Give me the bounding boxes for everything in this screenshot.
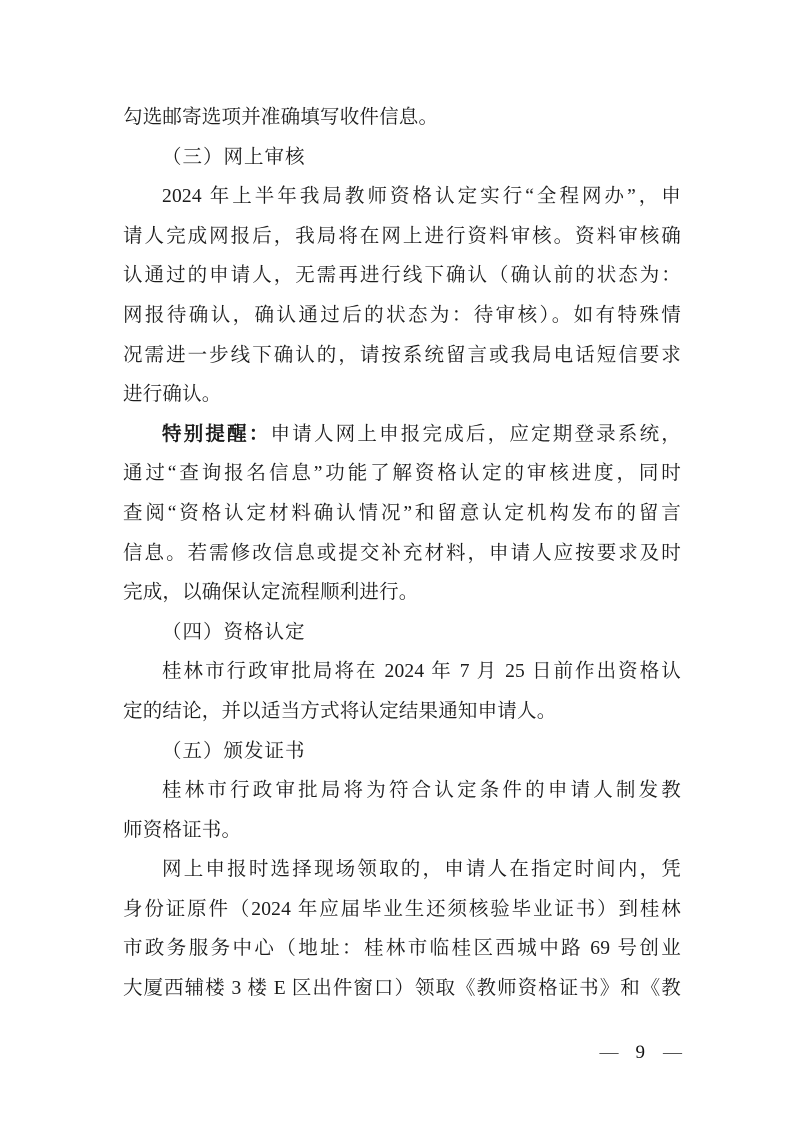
document-line: 网报待确认，确认通过后的状态为：待审核）。如有特殊情: [123, 304, 681, 326]
document-line-text: 申请人网上申报完成后，应定期登录系统，: [270, 423, 681, 445]
document-line: 认通过的申请人，无需再进行线下确认（确认前的状态为：: [123, 265, 681, 287]
document-line: 况需进一步线下确认的，请按系统留言或我局电话短信要求: [123, 344, 681, 366]
document-line: 信息。若需修改信息或提交补充材料，申请人应按要求及时: [123, 542, 681, 564]
document-line: 勾选邮寄选项并准确填写收件信息。: [123, 107, 439, 128]
document-line: 身份证原件（2024 年应届毕业生还须核验毕业证书）到桂林: [123, 898, 681, 920]
document-line: 定的结论，并以适当方式将认定结果通知申请人。: [123, 700, 557, 722]
document-line: 进行确认。: [123, 384, 222, 406]
page-footer: [600, 1040, 682, 1066]
document-line: 通过“查询报名信息”功能了解资格认定的审核进度，同时: [123, 463, 681, 485]
document-line: 查阅“资格认定材料确认情况”和留意认定机构发布的留言: [123, 502, 681, 524]
page-number-dash-right: —: [663, 1042, 681, 1063]
special-reminder-label: 特别提醒：: [162, 423, 271, 445]
document-line: 请人完成网报后，我局将在网上进行资料审核。资料审核确: [123, 225, 681, 247]
section-heading-3: （三）网上审核: [162, 146, 306, 168]
section-heading-4: （四）资格认定: [162, 621, 306, 643]
page-number: 9: [635, 1042, 645, 1063]
document-line: 师资格证书。: [123, 819, 242, 841]
page-number-dash-left: —: [599, 1042, 618, 1063]
document-line: 桂林市行政审批局将在 2024 年 7 月 25 日前作出资格认: [162, 661, 681, 683]
section-heading-5: （五）颁发证书: [162, 740, 306, 762]
document-line-special-reminder: [123, 415, 681, 455]
document-line: 完成，以确保认定流程顺利进行。: [123, 582, 419, 604]
document-line: 2024 年上半年我局教师资格认定实行“全程网办”，申: [162, 186, 681, 208]
document-line: 大厦西辅楼 3 楼 E 区出件窗口）领取《教师资格证书》和《教: [123, 978, 681, 1000]
document-line: 市政务服务中心（地址：桂林市临桂区西城中路 69 号创业: [123, 938, 681, 960]
document-text-block: [123, 98, 681, 1009]
document-line: 桂林市行政审批局将为符合认定条件的申请人制发教: [162, 780, 681, 802]
document-line: 网上申报时选择现场领取的，申请人在指定时间内，凭: [162, 859, 681, 881]
